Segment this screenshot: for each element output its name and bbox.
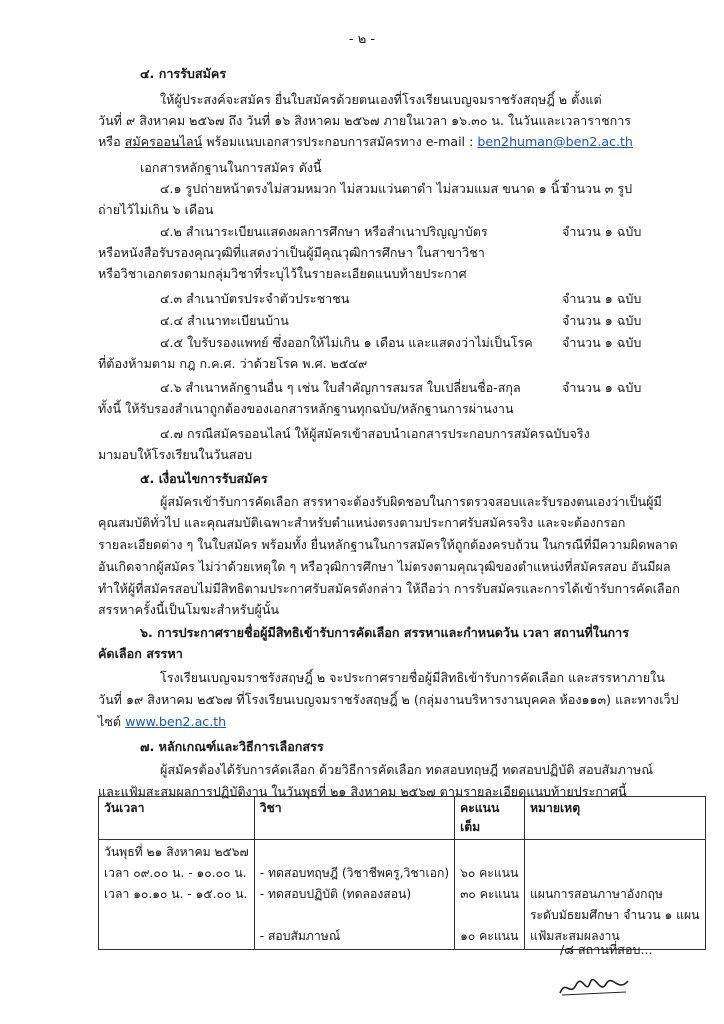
item-4-1: ๔.๑ รูปถ่ายหน้าตรงไม่สวมหมวก ไม่สวมแว่นตาดำ ไม่สวมแมส ขนาด ๑ นิ้ว	[160, 181, 567, 196]
header-remark: หมายเหตุ	[524, 797, 705, 840]
time-text: เวลา ๐๙.๐๐ น. - ๑๐.๐๐ น.	[104, 866, 247, 880]
remark-text: แผนการสอนภาษาอังกฤษ	[529, 887, 663, 901]
item-4-7-cont: มามอบให้โรงเรียนในวันสอบ	[98, 447, 253, 462]
section-6-heading: ๖. การประกาศรายชื่อผู้มีสิทธิเข้ารับการคัดเลือก สรรหาและกำหนดวัน เวลา สถานที่ในการ	[140, 625, 630, 640]
s5-line: รายละเอียดต่าง ๆ ในใบสมัคร พร้อมทั้ง ยื่นหลักฐานในการสมัครให้ถูกต้องครบถ้วน ในกรณีที่มีความผิดพลาด	[98, 537, 678, 552]
item-4-6-cont: ทั้งนี้ ให้รับรองสำเนาถูกต้องของเอกสารหลักฐานทุกฉบับ/หลักฐานการผ่านงาน	[98, 401, 514, 416]
header-score: คะแนนเต็ม	[455, 797, 525, 840]
item-4-1-cont: ถ่ายไว้ไม่เกิน ๖ เดือน	[98, 202, 214, 217]
section-6-heading-cont: คัดเลือก สรรหา	[98, 646, 183, 661]
s5-line: ทำให้ผู้ที่สมัครสอบไม่มีสิทธิตามประกาศรับสมัครดังกล่าว ให้ถือว่า การรับสมัครและการได้เข้ารับการคัดเลือก	[98, 581, 680, 596]
signature-scribble	[556, 975, 632, 999]
section-5-heading: ๕. เงื่อนไขการรับสมัคร	[140, 471, 268, 486]
remark-cell	[524, 840, 705, 950]
datetime-cell	[99, 840, 255, 950]
item-4-1-qty: จำนวน ๓ รูป	[562, 181, 633, 196]
docs-intro: เอกสารหลักฐานในการสมัคร ดังนี้	[140, 160, 322, 175]
score-text: ๖๐ คะแนน	[460, 866, 519, 880]
subject-text: - สอบสัมภาษณ์	[259, 929, 341, 943]
s4-text: หรือ	[98, 134, 121, 149]
score-text: ๓๐ คะแนน	[460, 887, 519, 901]
score-text: ๑๐ คะแนน	[460, 929, 519, 943]
remark-text: แฟ้มสะสมผลงาน	[529, 929, 620, 943]
s7-line: และแฟ้มสะสมผลการปฏิบัติงาน ในวันพุธที่ ๒๑ สิงหาคม ๒๕๖๗ ตามรายละเอียดแนบท้ายประกาศนี้	[98, 784, 627, 799]
item-4-5-qty: จำนวน ๑ ฉบับ	[562, 335, 642, 350]
s6-line: วันที่ ๑๙ สิงหาคม ๒๕๖๗ ที่โรงเรียนเบญจมราชรังสฤษฎิ์ ๒ (กลุ่มงานบริหารงานบุคคล ห้อง๑๑๓) และทางเว็ป	[98, 692, 679, 707]
remark-text: ระดับมัธยมศึกษา จำนวน ๑ แผน	[529, 908, 700, 922]
item-4-7: ๔.๗ กรณีสมัครออนไลน์ ให้ผู้สมัครเข้าสอบนำเอกสารประกอบการสมัครฉบับจริง	[160, 426, 590, 441]
item-4-5: ๔.๕ ใบรับรองแพทย์ ซึ่งออกให้ไม่เกิน ๑ เดือน และแสดงว่าไม่เป็นโรค	[160, 335, 533, 350]
s6-line	[98, 714, 226, 730]
section-4-heading: ๔. การรับสมัคร	[140, 66, 227, 81]
s7-line: ผู้สมัครต้องได้รับการคัดเลือก ด้วยวิธีการคัดเลือก ทดสอบทฤษฎี ทดสอบปฏิบัติ สอบสัมภาษณ์	[160, 762, 654, 777]
continuation-note: /๘ สถานที่สอบ...	[560, 942, 653, 957]
header-datetime: วันเวลา	[99, 797, 255, 840]
page-number: - ๒ -	[348, 32, 376, 47]
item-4-2-cont: หรือวิชาเอกตรงตามกลุ่มวิชาที่ระบุไว้ในรายละเอียดแนบท้ายประกาศ	[98, 266, 467, 281]
online-apply-link[interactable]: สมัครออนไลน์	[124, 134, 203, 149]
s4-text: พร้อมแนบเอกสารประกอบการสมัครทาง e-mail :	[206, 134, 474, 149]
subject-cell	[254, 840, 454, 950]
item-4-4: ๔.๔ สำเนาทะเบียนบ้าน	[160, 313, 289, 328]
s5-line: คุณสมบัติทั่วไป และคุณสมบัติเฉพาะสำหรับตำแหน่งตรงตามประกาศรับสมัครจริง และจะต้องกรอก	[98, 515, 626, 530]
email-link[interactable]: ben2human@ben2.ac.th	[477, 134, 633, 149]
item-4-2-cont: หรือหนังสือรับรองคุณวุฒิที่แสดงว่าเป็นผู้มีคุณวุฒิการศึกษา ในสาขาวิชา	[98, 245, 485, 260]
schedule-table	[98, 796, 706, 950]
table-header-row	[99, 797, 706, 840]
item-4-6: ๔.๖ สำเนาหลักฐานอื่น ๆ เช่น ใบสำคัญการสมรส ใบเปลี่ยนชื่อ-สกุล	[160, 380, 521, 395]
s4-paragraph-line: ให้ผู้ประสงค์จะสมัคร ยื่นใบสมัครด้วยตนเองที่โรงเรียนเบญจมราชรังสฤษฎิ์ ๒ ตั้งแต่	[160, 92, 602, 107]
item-4-6-qty: จำนวน ๑ ฉบับ	[562, 380, 642, 395]
s4-paragraph-line: วันที่ ๙ สิงหาคม ๒๕๖๗ ถึง วันที่ ๑๖ สิงหาคม ๒๕๖๗ ภายในเวลา ๑๖.๓๐ น. ในวันและเวลาราชการ	[98, 113, 632, 128]
time-text: เวลา ๑๐.๑๐ น. - ๑๕.๐๐ น.	[104, 887, 248, 901]
section-7-heading: ๗. หลักเกณฑ์และวิธีการเลือกสรร	[140, 739, 324, 754]
item-4-3-qty: จำนวน ๑ ฉบับ	[562, 291, 642, 306]
s5-line: อันเกิดจากผู้สมัคร ไม่ว่าด้วยเหตุใด ๆ หรือวุฒิการศึกษา ไม่ตรงตามคุณวุฒิของตำแหน่งที่สมัครสอบ อันมีผล	[98, 559, 671, 574]
subject-text: - ทดสอบทฤษฎี (วิชาชีพครู,วิชาเอก)	[259, 866, 450, 880]
table-row	[99, 840, 706, 950]
header-subject: วิชา	[254, 797, 454, 840]
item-4-3: ๔.๓ สำเนาบัตรประจำตัวประชาชน	[160, 291, 350, 306]
s5-line: สรรหาครั้งนี้เป็นโมฆะสำหรับผู้นั้น	[98, 602, 280, 617]
date-text: วันพุธที่ ๒๑ สิงหาคม ๒๕๖๗	[104, 845, 249, 859]
s4-paragraph-line	[98, 134, 633, 150]
item-4-2-qty: จำนวน ๑ ฉบับ	[562, 224, 642, 239]
item-4-5-cont: ที่ต้องห้ามตาม กฎ ก.ค.ศ. ว่าด้วยโรค พ.ศ. ๒๕๔๙	[98, 356, 368, 371]
website-link[interactable]: www.ben2.ac.th	[125, 714, 227, 729]
score-cell	[455, 840, 525, 950]
s6-line: โรงเรียนเบญจมราชรังสฤษฎิ์ ๒ จะประกาศรายชื่อผู้มีสิทธิเข้ารับการคัดเลือก และสรรหาภายใน	[160, 670, 665, 685]
item-4-4-qty: จำนวน ๑ ฉบับ	[562, 313, 642, 328]
subject-text: - ทดสอบปฏิบัติ (ทดลองสอน)	[259, 887, 412, 901]
item-4-2: ๔.๒ สำเนาระเบียนแสดงผลการศึกษา หรือสำเนาปริญญาบัตร	[160, 224, 488, 239]
s6-text: ไซต์	[98, 714, 122, 729]
s5-line: ผู้สมัครเข้ารับการคัดเลือก สรรหาจะต้องรับผิดชอบในการตรวจสอบและรับรองตนเองว่าเป็นผู้มี	[160, 494, 662, 509]
